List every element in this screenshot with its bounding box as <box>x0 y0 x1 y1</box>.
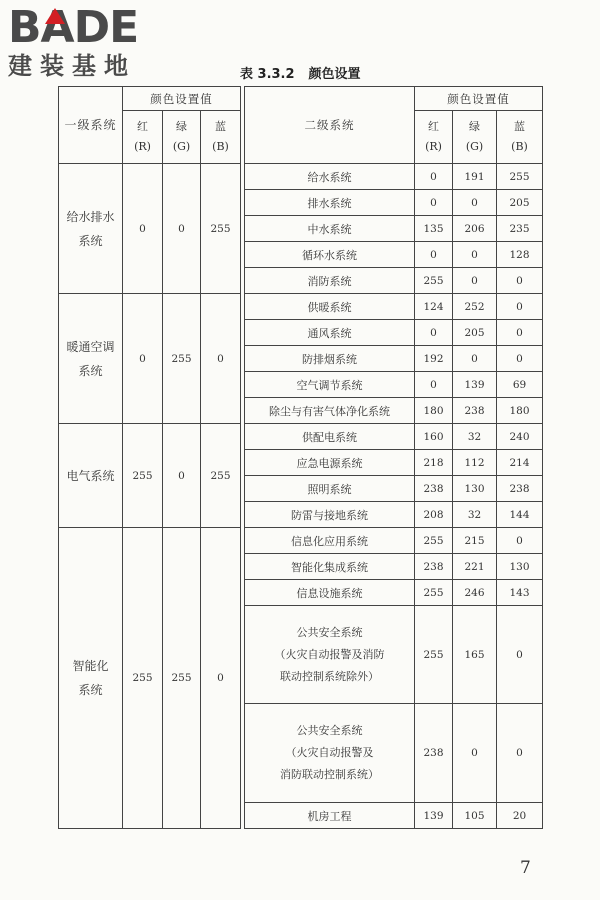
level2-red: 180 <box>415 398 453 424</box>
table-row <box>59 424 543 450</box>
level2-name: 照明系统 <box>245 476 415 502</box>
level2-blue: 238 <box>497 476 543 502</box>
level2-blue: 0 <box>497 606 543 704</box>
level2-green: 238 <box>453 398 497 424</box>
level1-blue: 255 <box>201 424 241 528</box>
level2-blue: 20 <box>497 803 543 829</box>
level1-red: 0 <box>123 294 163 424</box>
header-color-value-left: 颜色设置值 <box>123 87 241 111</box>
level2-name: 中水系统 <box>245 216 415 242</box>
level2-red: 124 <box>415 294 453 320</box>
level2-green: 246 <box>453 580 497 606</box>
level2-green: 215 <box>453 528 497 554</box>
level2-name: 防雷与接地系统 <box>245 502 415 528</box>
level2-blue: 0 <box>497 294 543 320</box>
level2-red: 208 <box>415 502 453 528</box>
level2-red: 0 <box>415 320 453 346</box>
logo-triangle-icon <box>45 8 65 24</box>
level2-green: 221 <box>453 554 497 580</box>
level1-green: 255 <box>163 294 201 424</box>
level2-name: 智能化集成系统 <box>245 554 415 580</box>
level2-blue: 235 <box>497 216 543 242</box>
level2-blue: 0 <box>497 704 543 803</box>
level2-red: 238 <box>415 554 453 580</box>
logo-wordmark <box>8 2 178 53</box>
table-row <box>59 164 543 190</box>
level2-blue: 0 <box>497 320 543 346</box>
logo <box>8 2 178 80</box>
level2-name: 空气调节系统 <box>245 372 415 398</box>
level1-cell: 智能化 系统 <box>59 528 123 829</box>
level1-red: 0 <box>123 164 163 294</box>
level2-blue: 0 <box>497 528 543 554</box>
level1-blue: 0 <box>201 294 241 424</box>
level1-cell: 电气系统 <box>59 424 123 528</box>
level2-green: 191 <box>453 164 497 190</box>
level2-green: 105 <box>453 803 497 829</box>
color-settings-table <box>58 86 543 829</box>
level2-green: 0 <box>453 268 497 294</box>
level1-blue: 255 <box>201 164 241 294</box>
level2-blue: 128 <box>497 242 543 268</box>
level1-green: 0 <box>163 424 201 528</box>
level2-blue: 205 <box>497 190 543 216</box>
level1-red: 255 <box>123 424 163 528</box>
level2-red: 255 <box>415 580 453 606</box>
level2-red: 135 <box>415 216 453 242</box>
level2-blue: 240 <box>497 424 543 450</box>
header-blue-right: 蓝 (B) <box>497 111 543 164</box>
level2-blue: 143 <box>497 580 543 606</box>
level2-name: 除尘与有害气体净化系统 <box>245 398 415 424</box>
level2-red: 255 <box>415 268 453 294</box>
level2-green: 32 <box>453 502 497 528</box>
level2-green: 112 <box>453 450 497 476</box>
level2-name: 通风系统 <box>245 320 415 346</box>
level2-green: 0 <box>453 190 497 216</box>
level1-cell: 暖通空调 系统 <box>59 294 123 424</box>
level2-red: 160 <box>415 424 453 450</box>
level1-red: 255 <box>123 528 163 829</box>
level2-blue: 144 <box>497 502 543 528</box>
level2-name: 供暖系统 <box>245 294 415 320</box>
header-blue-left: 蓝 (B) <box>201 111 241 164</box>
table-title: 颜色设置 <box>308 67 361 82</box>
header-red-right: 红 (R) <box>415 111 453 164</box>
level2-blue: 180 <box>497 398 543 424</box>
header-level2: 二级系统 <box>245 87 415 164</box>
level2-red: 238 <box>415 704 453 803</box>
header-red-left: 红 (R) <box>123 111 163 164</box>
level2-blue: 214 <box>497 450 543 476</box>
level2-blue: 0 <box>497 346 543 372</box>
header-row <box>59 87 543 111</box>
header-green-right: 绿 (G) <box>453 111 497 164</box>
level1-green: 0 <box>163 164 201 294</box>
level2-red: 192 <box>415 346 453 372</box>
table-row <box>59 294 543 320</box>
level2-name: 应急电源系统 <box>245 450 415 476</box>
level2-green: 205 <box>453 320 497 346</box>
level2-name: 循环水系统 <box>245 242 415 268</box>
level2-blue: 255 <box>497 164 543 190</box>
level2-blue: 0 <box>497 268 543 294</box>
table-caption <box>240 63 361 82</box>
level2-red: 238 <box>415 476 453 502</box>
header-level1: 一级系统 <box>59 87 123 164</box>
level2-red: 255 <box>415 528 453 554</box>
header-color-value-right: 颜色设置值 <box>415 87 543 111</box>
page-number: 7 <box>520 858 531 878</box>
level2-green: 0 <box>453 346 497 372</box>
level2-red: 0 <box>415 190 453 216</box>
level2-name: 给水系统 <box>245 164 415 190</box>
level2-green: 32 <box>453 424 497 450</box>
level2-name: 排水系统 <box>245 190 415 216</box>
level1-green: 255 <box>163 528 201 829</box>
level2-blue: 130 <box>497 554 543 580</box>
header-green-left: 绿 (G) <box>163 111 201 164</box>
logo-main-text: BADE <box>8 2 139 53</box>
level2-name: 信息设施系统 <box>245 580 415 606</box>
level2-green: 165 <box>453 606 497 704</box>
level2-name: 公共安全系统 （火灾自动报警及 消防联动控制系统） <box>245 704 415 803</box>
level2-red: 218 <box>415 450 453 476</box>
table-row <box>59 528 543 554</box>
level2-red: 0 <box>415 372 453 398</box>
level2-name: 消防系统 <box>245 268 415 294</box>
level2-blue: 69 <box>497 372 543 398</box>
level2-name: 防排烟系统 <box>245 346 415 372</box>
level2-red: 0 <box>415 242 453 268</box>
level2-red: 0 <box>415 164 453 190</box>
level2-name: 机房工程 <box>245 803 415 829</box>
level2-green: 130 <box>453 476 497 502</box>
level1-cell: 给水排水 系统 <box>59 164 123 294</box>
level2-green: 0 <box>453 242 497 268</box>
level2-red: 255 <box>415 606 453 704</box>
level2-name: 信息化应用系统 <box>245 528 415 554</box>
level2-green: 0 <box>453 704 497 803</box>
level2-green: 252 <box>453 294 497 320</box>
level2-green: 139 <box>453 372 497 398</box>
logo-subtitle: 建装基地 <box>8 52 136 80</box>
level2-red: 139 <box>415 803 453 829</box>
level1-blue: 0 <box>201 528 241 829</box>
level2-green: 206 <box>453 216 497 242</box>
table-number: 表 3.3.2 <box>240 67 295 82</box>
level2-name: 供配电系统 <box>245 424 415 450</box>
level2-name: 公共安全系统 （火灾自动报警及消防 联动控制系统除外） <box>245 606 415 704</box>
